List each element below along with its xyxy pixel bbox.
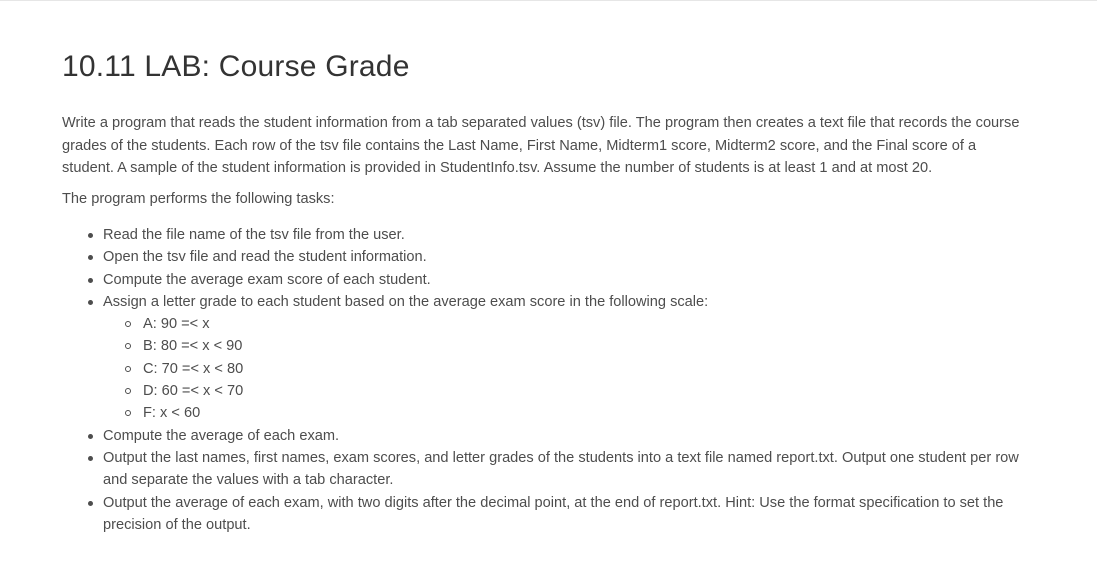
hollow-bullet-icon (125, 321, 131, 327)
grade-scale-text: B: 80 =< x < 90 (143, 338, 243, 355)
grade-scale-item (143, 402, 1062, 424)
page-title: 10.11 LAB: Course Grade (62, 50, 410, 83)
grade-scale-item (143, 358, 1062, 380)
task-item (103, 492, 1033, 537)
task-item (103, 291, 1062, 425)
task-text: Read the file name of the tsv file from the user. (103, 227, 405, 243)
grade-scale-item (143, 335, 1062, 357)
tasks-intro-paragraph: The program performs the following tasks: (62, 190, 335, 207)
hollow-bullet-icon (125, 388, 131, 394)
task-text: Output the average of each exam, with two digits after the decimal point, at the end of report.txt. Hint: Use the format specification to set the precision of the output. (103, 494, 1004, 533)
task-list (62, 224, 1062, 536)
task-item (103, 246, 1062, 268)
grade-scale-item (143, 313, 1062, 335)
grade-scale-list (103, 313, 1062, 424)
grade-scale-text: A: 90 =< x (143, 316, 210, 333)
task-text: Compute the average exam score of each student. (103, 271, 431, 288)
bullet-icon (88, 233, 93, 238)
top-divider (0, 0, 1097, 1)
task-item (103, 269, 1062, 291)
grade-scale-text: C: 70 =< x < 80 (143, 360, 244, 377)
task-item (103, 425, 1062, 447)
bullet-icon (88, 255, 93, 260)
intro-paragraph: Write a program that reads the student information from a tab separated values (tsv) file. The program then creates a text file that records the course grades of the students. Each row of the tsv file contains the Last Name, First Name, Midterm1 score, Midterm2 score, and the Final score of a student. A sample of the student information is provided in StudentInfo.tsv. Assume the number of students is at least 1 and at most 20. (62, 115, 1020, 176)
lab-content (62, 47, 1062, 536)
hollow-bullet-icon (125, 366, 131, 372)
bullet-icon (88, 456, 93, 461)
task-text: Compute the average of each exam. (103, 427, 340, 444)
bullet-icon (88, 278, 93, 283)
bullet-icon (88, 300, 93, 305)
grade-scale-item (143, 380, 1062, 402)
task-text: Open the tsv file and read the student information. (103, 249, 427, 266)
bullet-icon (88, 501, 93, 506)
task-text: Assign a letter grade to each student based on the average exam score in the following scale: (103, 293, 709, 310)
task-item (103, 447, 1033, 492)
hollow-bullet-icon (125, 343, 131, 349)
hollow-bullet-icon (125, 410, 131, 416)
task-item (103, 224, 1062, 246)
grade-scale-text: F: x < 60 (143, 405, 201, 422)
task-text: Output the last names, first names, exam scores, and letter grades of the students into a text file named report.txt. Output one student per row and separate the values with a tab character. (103, 449, 1019, 489)
bullet-icon (88, 434, 93, 439)
grade-scale-text: D: 60 =< x < 70 (143, 383, 244, 400)
